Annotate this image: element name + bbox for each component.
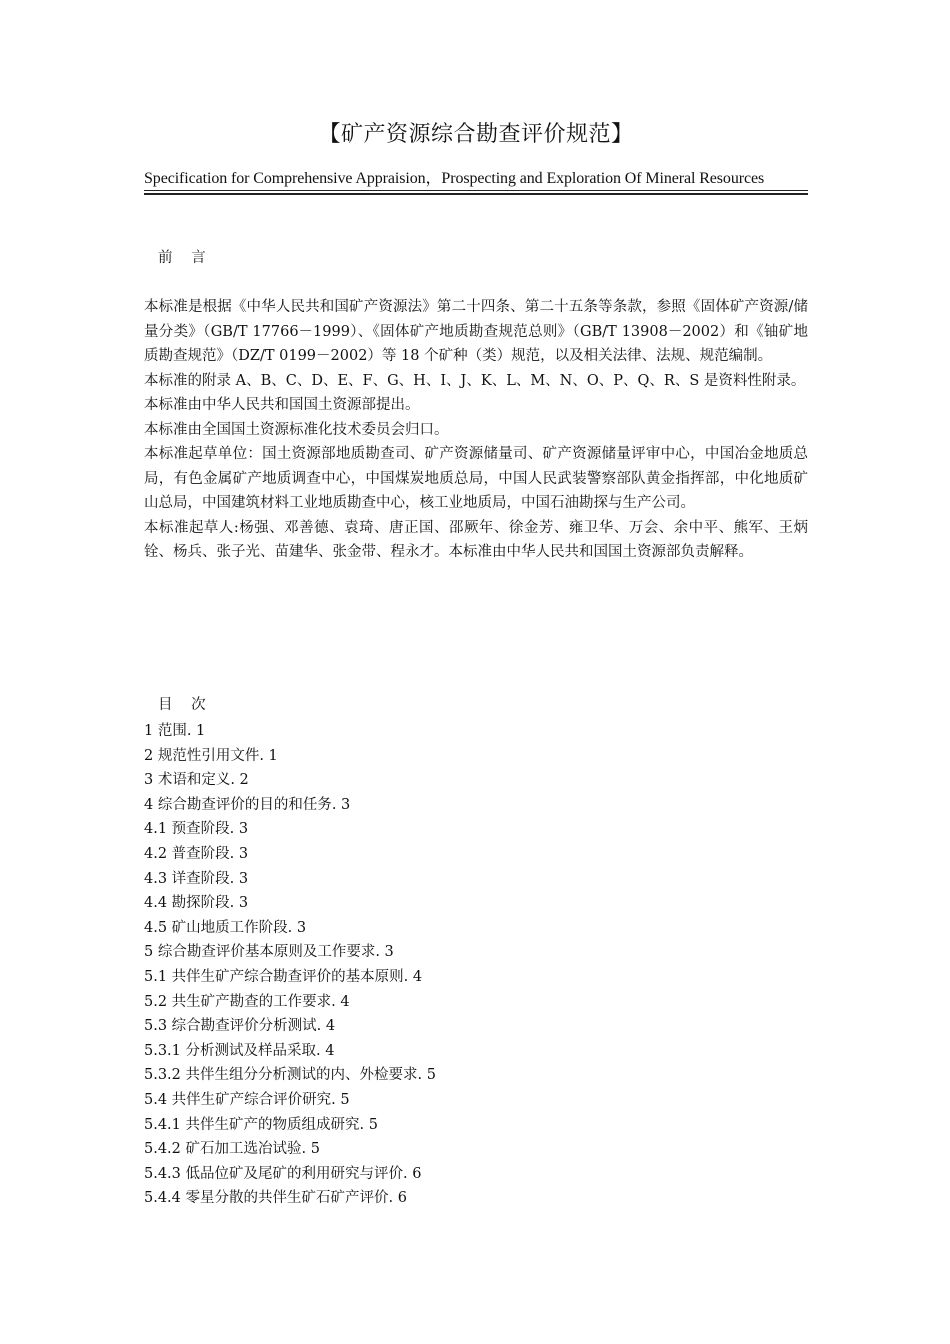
title-divider-thick (144, 193, 808, 195)
toc-item[interactable]: 5.2 共生矿产勘查的工作要求. 4 (144, 993, 350, 1010)
preface-paragraph: 本标准是根据《中华人民共和国矿产资源法》第二十四条、第二十五条等条款，参照《固体矿产资源/储量分类》（GB/T 17766－1999）、《固体矿产地质勘查规范总则》（GB/T 13908－2002）和《铀矿地质勘查规范》（DZ/T 0199－2002）等 18 个矿种（类）规范，以及相关法律、法规、规范编制。 (144, 299, 808, 364)
document-subtitle: Specification for Comprehensive Appraision，Prospecting and Exploration Of Mineral Resources (144, 170, 765, 187)
toc-item[interactable]: 3 术语和定义. 2 (144, 772, 249, 789)
preface-paragraph: 本标准起草人:杨强、邓善德、袁琦、唐正国、邵厥年、徐金芳、雍卫华、万会、余中平、熊军、王炳铨、杨兵、张子光、苗建华、张金带、程永才。本标准由中华人民共和国国土资源部负责解释。 (144, 519, 808, 560)
toc-item[interactable]: 5.4.4 零星分散的共伴生矿石矿产评价. 6 (144, 1190, 407, 1207)
toc-item[interactable]: 5.4.2 矿石加工选冶试验. 5 (144, 1141, 320, 1158)
toc-item[interactable]: 5 综合勘查评价基本原则及工作要求. 3 (144, 944, 394, 961)
preface-paragraph: 本标准起草单位：国土资源部地质勘查司、矿产资源储量司、矿产资源储量评审中心，中国冶金地质总局，有色金属矿产地质调查中心，中国煤炭地质总局，中国人民武装警察部队黄金指挥部，中化地质矿山总局，中国建筑材料工业地质勘查中心，核工业地质局，中国石油勘探与生产公司。 (144, 446, 808, 511)
table-of-contents (144, 719, 808, 1211)
preface-paragraph: 本标准的附录 A、B、C、D、E、F、G、H、I、J、K、L、M、N、O、P、Q、R、S 是资料性附录。 (144, 372, 806, 389)
toc-item[interactable]: 5.3.2 共伴生组分分析测试的内、外检要求. 5 (144, 1067, 436, 1084)
preface-paragraph: 本标准由中华人民共和国国土资源部提出。 (144, 397, 420, 413)
toc-item[interactable]: 4.2 普查阶段. 3 (144, 845, 249, 862)
title-divider-thin (144, 190, 808, 191)
toc-item[interactable]: 1 范围. 1 (144, 723, 206, 739)
preface-paragraph: 本标准由全国国土资源标准化技术委员会归口。 (144, 421, 449, 438)
toc-item[interactable]: 5.4 共伴生矿产综合评价研究. 5 (144, 1091, 350, 1108)
preface-body (144, 295, 808, 565)
toc-item[interactable]: 5.1 共伴生矿产综合勘查评价的基本原则. 4 (144, 968, 423, 985)
preface-heading: 前 言 (158, 250, 206, 266)
toc-item[interactable]: 5.4.1 共伴生矿产的物质组成研究. 5 (144, 1116, 378, 1133)
toc-item[interactable]: 5.3 综合勘查评价分析测试. 4 (144, 1018, 336, 1035)
toc-item[interactable]: 4.1 预查阶段. 3 (144, 821, 249, 838)
toc-item[interactable]: 4.4 勘探阶段. 3 (144, 895, 249, 912)
document-title: 【矿产资源综合勘查评价规范】 (318, 122, 634, 147)
toc-item[interactable]: 4 综合勘查评价的目的和任务. 3 (144, 796, 351, 813)
toc-item[interactable]: 5.4.3 低品位矿及尾矿的利用研究与评价. 6 (144, 1165, 422, 1182)
toc-item[interactable]: 5.3.1 分析测试及样品采取. 4 (144, 1042, 335, 1059)
toc-item[interactable]: 4.3 详查阶段. 3 (144, 870, 249, 887)
toc-heading: 目 次 (158, 697, 206, 713)
toc-item[interactable]: 4.5 矿山地质工作阶段. 3 (144, 919, 307, 936)
toc-item[interactable]: 2 规范性引用文件. 1 (144, 747, 278, 764)
